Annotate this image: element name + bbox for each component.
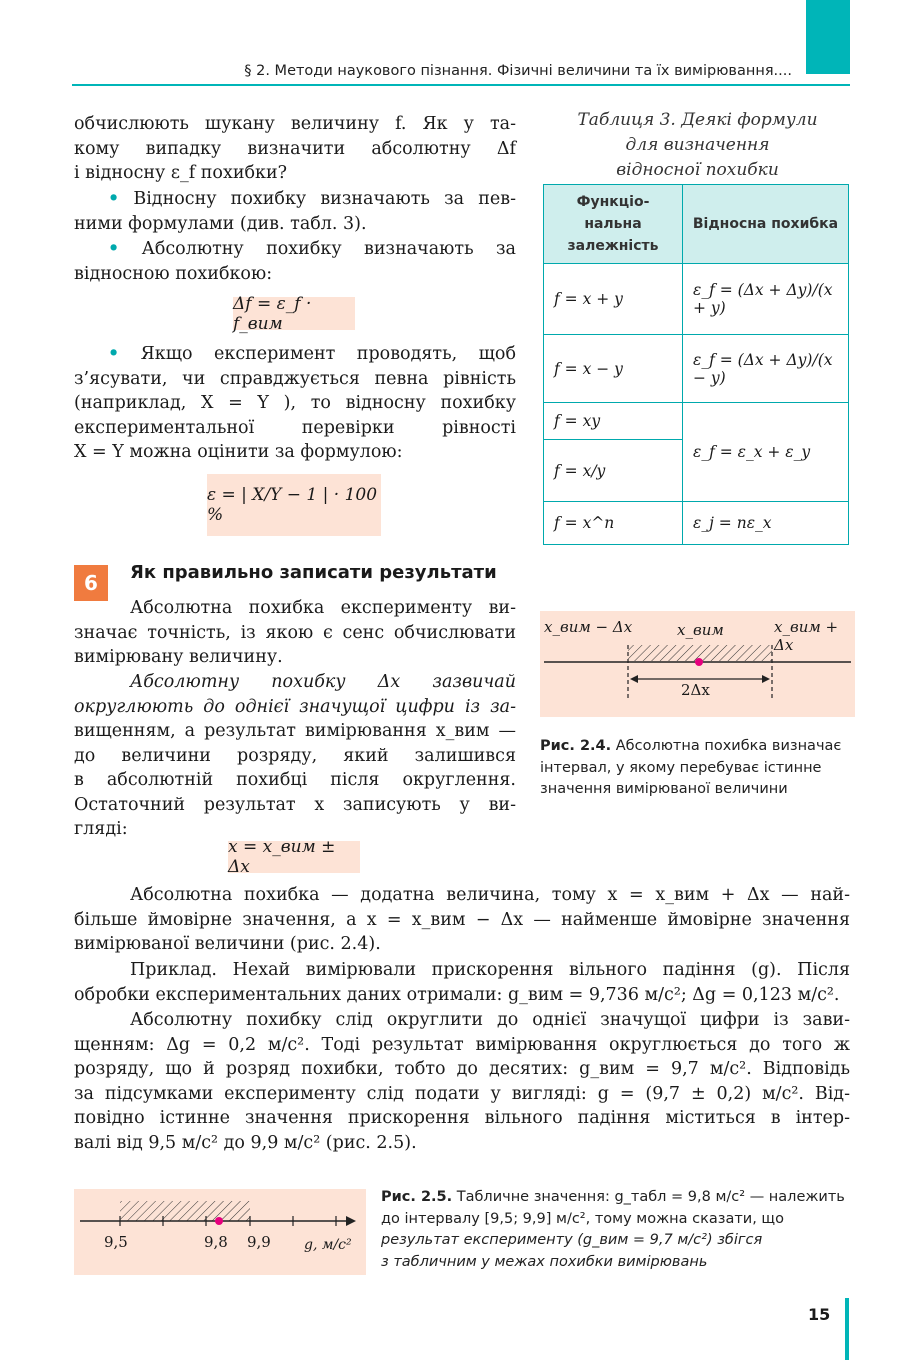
section-paragraph-1: Абсолютна похибка експерименту ви- значає точність, із якою є сенс обчислювати вимірювану величину. [74,598,516,667]
measured-point [695,658,703,666]
table-cell-error: ε_f = ε_x + ε_y [683,403,849,502]
full-paragraph-1: Абсолютна похибка — додатна величина, тому x = x_вим + Δx — най- більше ймовірне значення, а x = x_вим − Δx — найменше ймовірне значення вимірюваної величини (рис. 2.4). [74,885,850,954]
label-width: 2Δx [681,681,710,699]
axis-label: g, м/с² [304,1237,352,1253]
interval-hatch [120,1201,250,1221]
running-header: § 2. Методи наукового пізнання. Фізичні величини та їх вимірювання.... [244,63,792,79]
bullet-relative-error: • Відносну похибку визначають за пев- ними формулами (див. табл. 3). [74,189,516,234]
tick-label: 9,8 [204,1233,228,1251]
table-header-error: Відносна похибка [683,185,849,264]
label-lower-bound: x_вим − Δx [544,618,633,636]
table-header-function: Функціо-нальна залежність [544,185,683,264]
formula-table [543,184,849,545]
table-cell-error: ε_f = (Δx + Δy)/(x + y) [683,264,849,335]
label-measured: x_вим [677,621,724,639]
tick-label: 9,9 [247,1233,271,1251]
figure-2-4 [540,611,855,717]
table-cell-function: f = x + y [544,264,683,335]
section-paragraph-2: Абсолютну похибку Δx зазвичай округлюють до однієї значущої цифри із за- вищенням, а результат вимірювання x_вим — до величини розряду, який залишився в абсолютній похибці після округлення. Остаточний результат x записують у ви- гляді: [74,672,516,839]
example-paragraph: Приклад. Нехай вимірювали прискорення вільного падіння (g). Після обробки експериментальних даних отримали: g_вим = 9,736 м/с²; Δg = 0,123 м/с². [74,960,850,1005]
table-cell-function: f = x − y [544,335,683,403]
section-number: 6 [74,565,108,601]
number-line-diagram [74,1189,366,1275]
header-rule [72,84,850,86]
rounding-paragraph: Абсолютну похибку слід округлити до однієї значущої цифри із зави- щенням: Δg = 0,2 м/с². Тоді результат вимірювання округлюється до того ж розряду, що й розряд похибки, тобто до десятих: g_вим = 9,7 м/с². Відповідь за підсумками експерименту слід подати у вигляді: g = (9,7 ± 0,2) м/с². Від- повідно істинне значення прискорення вільного падіння міститься в інтер- валі від 9,5 м/с² до 9,9 м/с² (рис. 2.5). [74,1010,850,1153]
figure-2-5 [74,1189,366,1275]
table-caption: Таблиця 3. Деякі формули для визначення відносної похибки [577,110,818,180]
table-cell-error: ε_j = nε_x [683,502,849,545]
table-cell-error: ε_f = (Δx + Δy)/(x − y) [683,335,849,403]
formula-delta-f: Δf = ε_f · f_вим [233,297,355,330]
bullet-absolute-error: • Абсолютну похибку визначають за відносною похибкою: [74,239,516,284]
page-number: 15 [808,1305,831,1324]
table-cell-function: f = xy [544,403,683,440]
formula-epsilon: ε = | X/Y − 1 | · 100 % [207,474,381,536]
figure-2-4-caption: Рис. 2.4. Абсолютна похибка визначає інтервал, у якому перебуває істинне значення вимірюваної величини [540,738,842,797]
page-bar [845,1298,849,1360]
intro-paragraph: обчислюють шукану величину f. Як у та- кому випадку визначити абсолютну Δf і відносну ε_f похибки? [74,114,516,183]
section-title: Як правильно записати результати [130,562,497,583]
formula-result: x = x_вим ± Δx [228,841,360,873]
tick-label: 9,5 [104,1233,128,1251]
corner-tab [806,0,850,74]
label-upper-bound: x_вим + Δx [774,618,839,654]
table-cell-function: f = x/y [544,440,683,502]
table-cell-function: f = x^n [544,502,683,545]
table-value-point [215,1217,223,1225]
bullet-equality-check: • Якщо експеримент проводять, щоб з’ясувати, чи справджується певна рівність (наприклад, X = Y ), то відносну похибку експериментальної перевірки рівності X = Y можна оцінити за формулою: [74,344,516,462]
figure-2-5-caption: Рис. 2.5. Табличне значення: g_табл = 9,8 м/с² — належить до інтервалу [9,5; 9,9] м/с², тому можна сказати, що результат експерименту (g_вим = 9,7 м/с²) збігся з табличним у межах похибки вимірювань [381,1189,845,1270]
